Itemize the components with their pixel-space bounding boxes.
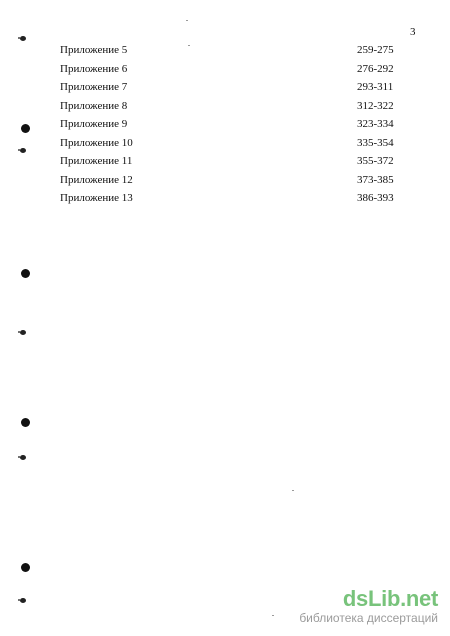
punch-hole (21, 563, 30, 572)
scan-speck (272, 615, 274, 616)
toc-row (60, 191, 420, 210)
binder-mark (20, 330, 26, 335)
toc-entry-pages: 276-292 (357, 62, 394, 75)
toc-row (60, 136, 420, 155)
toc-entry-pages: 386-393 (357, 192, 394, 204)
toc-entry-title: Приложение 6 (60, 62, 128, 75)
toc-row (60, 80, 420, 99)
toc-entry-title: Приложение 12 (60, 173, 133, 186)
scan-speck (186, 20, 188, 21)
toc-entry-pages: 335-354 (357, 136, 394, 149)
toc-entry-pages: 259-275 (357, 44, 394, 56)
toc-row (60, 99, 420, 118)
scan-speck (188, 45, 190, 46)
toc-row (60, 154, 420, 173)
watermark-caption: библиотека диссертаций (299, 611, 438, 625)
toc-row (60, 117, 420, 136)
toc-entry-title: Приложение 7 (60, 81, 128, 93)
binder-mark (20, 148, 26, 153)
toc-entry-title: Приложение 8 (60, 99, 128, 112)
toc-row (60, 173, 420, 192)
toc-entry-title: Приложение 5 (60, 44, 128, 56)
page-number: 3 (410, 26, 416, 38)
punch-hole (21, 124, 30, 133)
toc-row (60, 62, 420, 81)
toc-row (60, 43, 420, 62)
toc-entry-title: Приложение 11 (60, 155, 133, 167)
watermark-logo: dsLib.net (342, 586, 438, 611)
toc-entry-title: Приложение 10 (60, 136, 133, 149)
toc-entry-pages: 293-311 (357, 81, 394, 93)
toc-entry-title: Приложение 9 (60, 118, 128, 130)
binder-mark (20, 598, 26, 603)
table-of-contents (60, 43, 420, 210)
watermark (299, 587, 438, 625)
binder-mark (20, 36, 26, 41)
toc-entry-title: Приложение 13 (60, 192, 133, 204)
toc-entry-pages: 355-372 (357, 155, 394, 167)
binder-mark (20, 455, 26, 460)
toc-entry-pages: 323-334 (357, 118, 394, 130)
toc-entry-pages: 373-385 (357, 173, 394, 186)
punch-hole (21, 269, 30, 278)
toc-entry-pages: 312-322 (357, 99, 394, 112)
scan-speck (292, 490, 294, 491)
punch-hole (21, 418, 30, 427)
